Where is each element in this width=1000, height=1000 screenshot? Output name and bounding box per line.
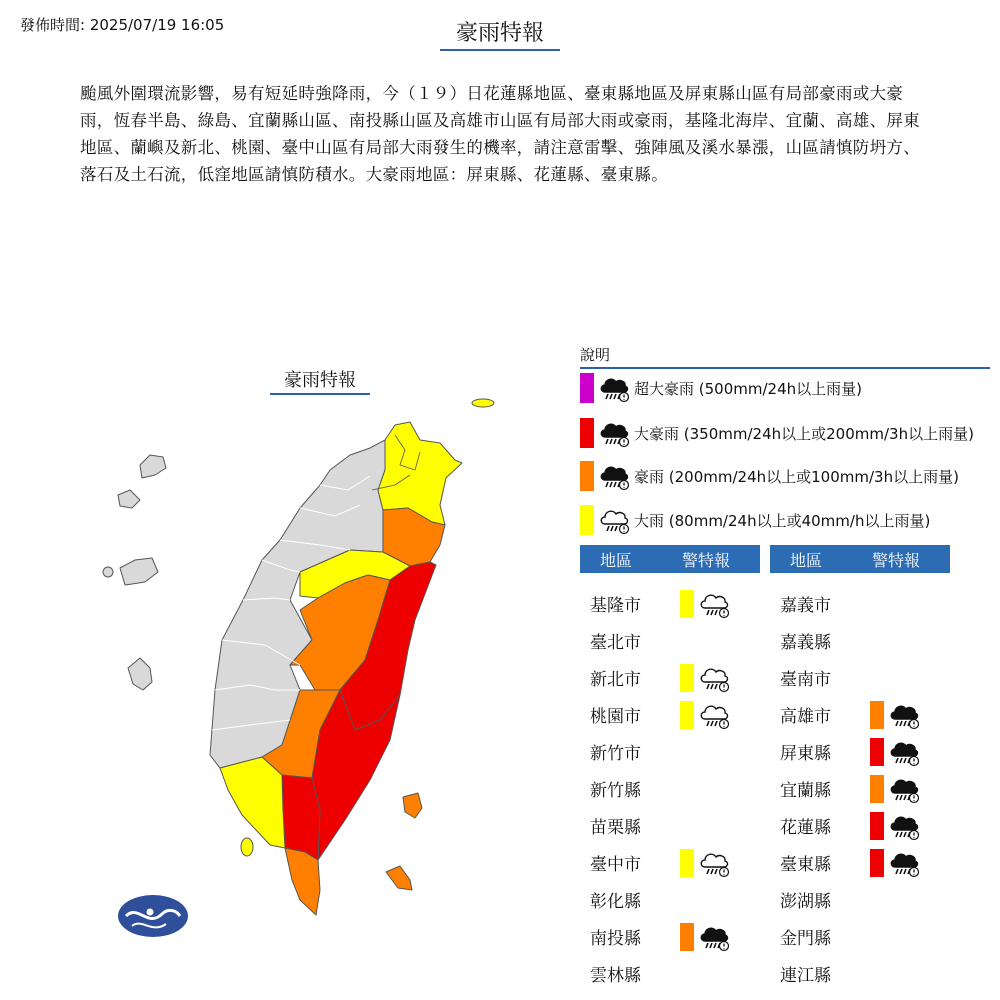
rain-outline-icon [698,662,730,694]
warning-indicator-extremely-heavy [680,921,730,953]
region-row [580,881,680,918]
map-island-green [403,793,422,818]
thunderstorm-rain-icon [598,372,630,404]
region-row [580,696,730,733]
thunderstorm-rain-icon [888,736,920,768]
thunderstorm-rain-icon [888,773,920,805]
region-row [580,659,730,696]
map-island-kinmen-2 [103,567,113,577]
header-region: 地區 [789,550,822,570]
region-row [580,807,680,844]
warning-indicator-heavy [680,588,730,620]
warning-indicator-torrential [870,736,920,768]
warning-swatch [870,701,884,729]
region-name: 桃園市 [590,707,641,727]
warning-indicator-heavy [680,847,730,879]
warning-swatch [870,812,884,840]
region-row [770,807,920,844]
map-island-kinmen-1 [120,558,158,585]
header-warning: 警特報 [871,550,920,570]
region-name: 新北市 [590,670,641,690]
region-name: 嘉義市 [780,596,831,616]
table-header-right [770,545,950,573]
warning-swatch [680,664,694,692]
region-name: 宜蘭縣 [780,781,831,801]
header-region: 地區 [599,550,632,570]
legend-item-extremely-torrential [580,373,862,403]
rain-outline-icon [698,847,730,879]
region-row [580,955,680,992]
region-row [770,622,870,659]
legend-swatch [580,373,594,403]
region-name: 屏東縣 [780,744,831,764]
region-row [580,622,680,659]
region-name: 基隆市 [590,596,641,616]
warning-swatch [680,923,694,951]
legend-title: 說明 [580,344,990,369]
region-row [770,844,920,881]
map-region-hengchun [285,848,320,915]
legend-swatch [580,505,594,535]
legend-item-torrential [580,418,974,448]
cwa-logo [118,895,188,937]
region-row [770,918,870,955]
legend-text: 大豪雨 (350mm/24h以上或200mm/3h以上雨量) [634,424,974,443]
region-name: 澎湖縣 [780,892,831,912]
warning-swatch [680,590,694,618]
legend-item-extremely-heavy [580,461,959,491]
warning-indicator-extremely-heavy [870,699,920,731]
region-name: 高雄市 [780,707,831,727]
region-row [770,585,870,622]
thunderstorm-rain-icon [888,810,920,842]
thunderstorm-rain-icon [698,921,730,953]
legend-swatch [580,461,594,491]
region-row [770,881,870,918]
legend-text: 超大豪雨 (500mm/24h以上雨量) [634,379,862,398]
rain-outline-icon [698,699,730,731]
map-island-orchid [386,866,412,890]
page-title: 豪雨特報 [440,16,560,51]
warning-swatch [870,775,884,803]
legend-text: 豪雨 (200mm/24h以上或100mm/3h以上雨量) [634,467,959,486]
region-row [770,659,870,696]
warning-indicator-torrential [870,810,920,842]
map-island-keelung [472,399,494,407]
rain-outline-icon [698,588,730,620]
map-island-matsu-2 [118,490,140,508]
region-row [770,696,920,733]
region-name: 雲林縣 [590,966,641,986]
region-name: 苗栗縣 [590,818,641,838]
warning-indicator-heavy [680,699,730,731]
warning-description: 颱風外圍環流影響，易有短延時強降雨，今（１９）日花蓮縣地區、臺東縣地區及屏東縣山區有局部豪雨或大豪雨，恆春半島、綠島、宜蘭縣山區、南投縣山區及高雄市山區有局部大雨或豪雨，基隆北海岸、宜蘭、高雄、屏東地區、蘭嶼及新北、桃園、臺中山區有局部大雨發生的機率，請注意雷擊、強陣風及溪水暴漲，山區請慎防坍方、落石及土石流，低窪地區請慎防積水。大豪雨地區：屏東縣、花蓮縣、臺東縣。 [80,84,920,184]
legend-swatch [580,418,594,448]
warning-indicator-heavy [680,662,730,694]
region-name: 花蓮縣 [780,818,831,838]
header-warning: 警特報 [681,550,730,570]
region-row [580,770,680,807]
map-island-penghu [128,658,152,690]
warning-swatch [870,849,884,877]
rain-outline-icon [598,504,630,536]
map-island-liuqiu [241,838,253,856]
region-row [580,585,730,622]
region-name: 金門縣 [780,929,831,949]
table-header-left [580,545,760,573]
legend-item-heavy [580,505,930,535]
region-row [580,733,680,770]
region-name: 彰化縣 [590,892,641,912]
region-row [580,844,730,881]
region-row [580,918,730,955]
region-row [770,733,920,770]
warning-swatch [870,738,884,766]
region-name: 臺南市 [780,670,831,690]
issue-time: 發佈時間: 2025/07/19 16:05 [20,16,225,34]
thunderstorm-rain-icon [598,460,630,492]
warning-swatch [680,701,694,729]
region-name: 臺北市 [590,633,641,653]
region-name: 連江縣 [780,966,831,986]
region-name: 新竹縣 [590,781,641,801]
legend-text: 大雨 (80mm/24h以上或40mm/h以上雨量) [634,511,931,530]
warning-swatch [680,849,694,877]
thunderstorm-rain-icon [598,417,630,449]
map-region-southwest-coast [220,757,285,848]
region-row [770,955,870,992]
thunderstorm-rain-icon [888,847,920,879]
map-region-pingtung-mountain [282,775,320,860]
map-island-matsu-1 [140,455,166,478]
region-row [770,770,920,807]
thunderstorm-rain-icon [888,699,920,731]
warning-indicator-torrential [870,847,920,879]
region-name: 嘉義縣 [780,633,831,653]
map-title: 豪雨特報 [270,366,370,395]
region-name: 臺中市 [590,855,641,875]
region-name: 臺東縣 [780,855,831,875]
region-name: 新竹市 [590,744,641,764]
taiwan-warning-map [0,380,560,960]
warning-indicator-extremely-heavy [870,773,920,805]
region-name: 南投縣 [590,929,641,949]
